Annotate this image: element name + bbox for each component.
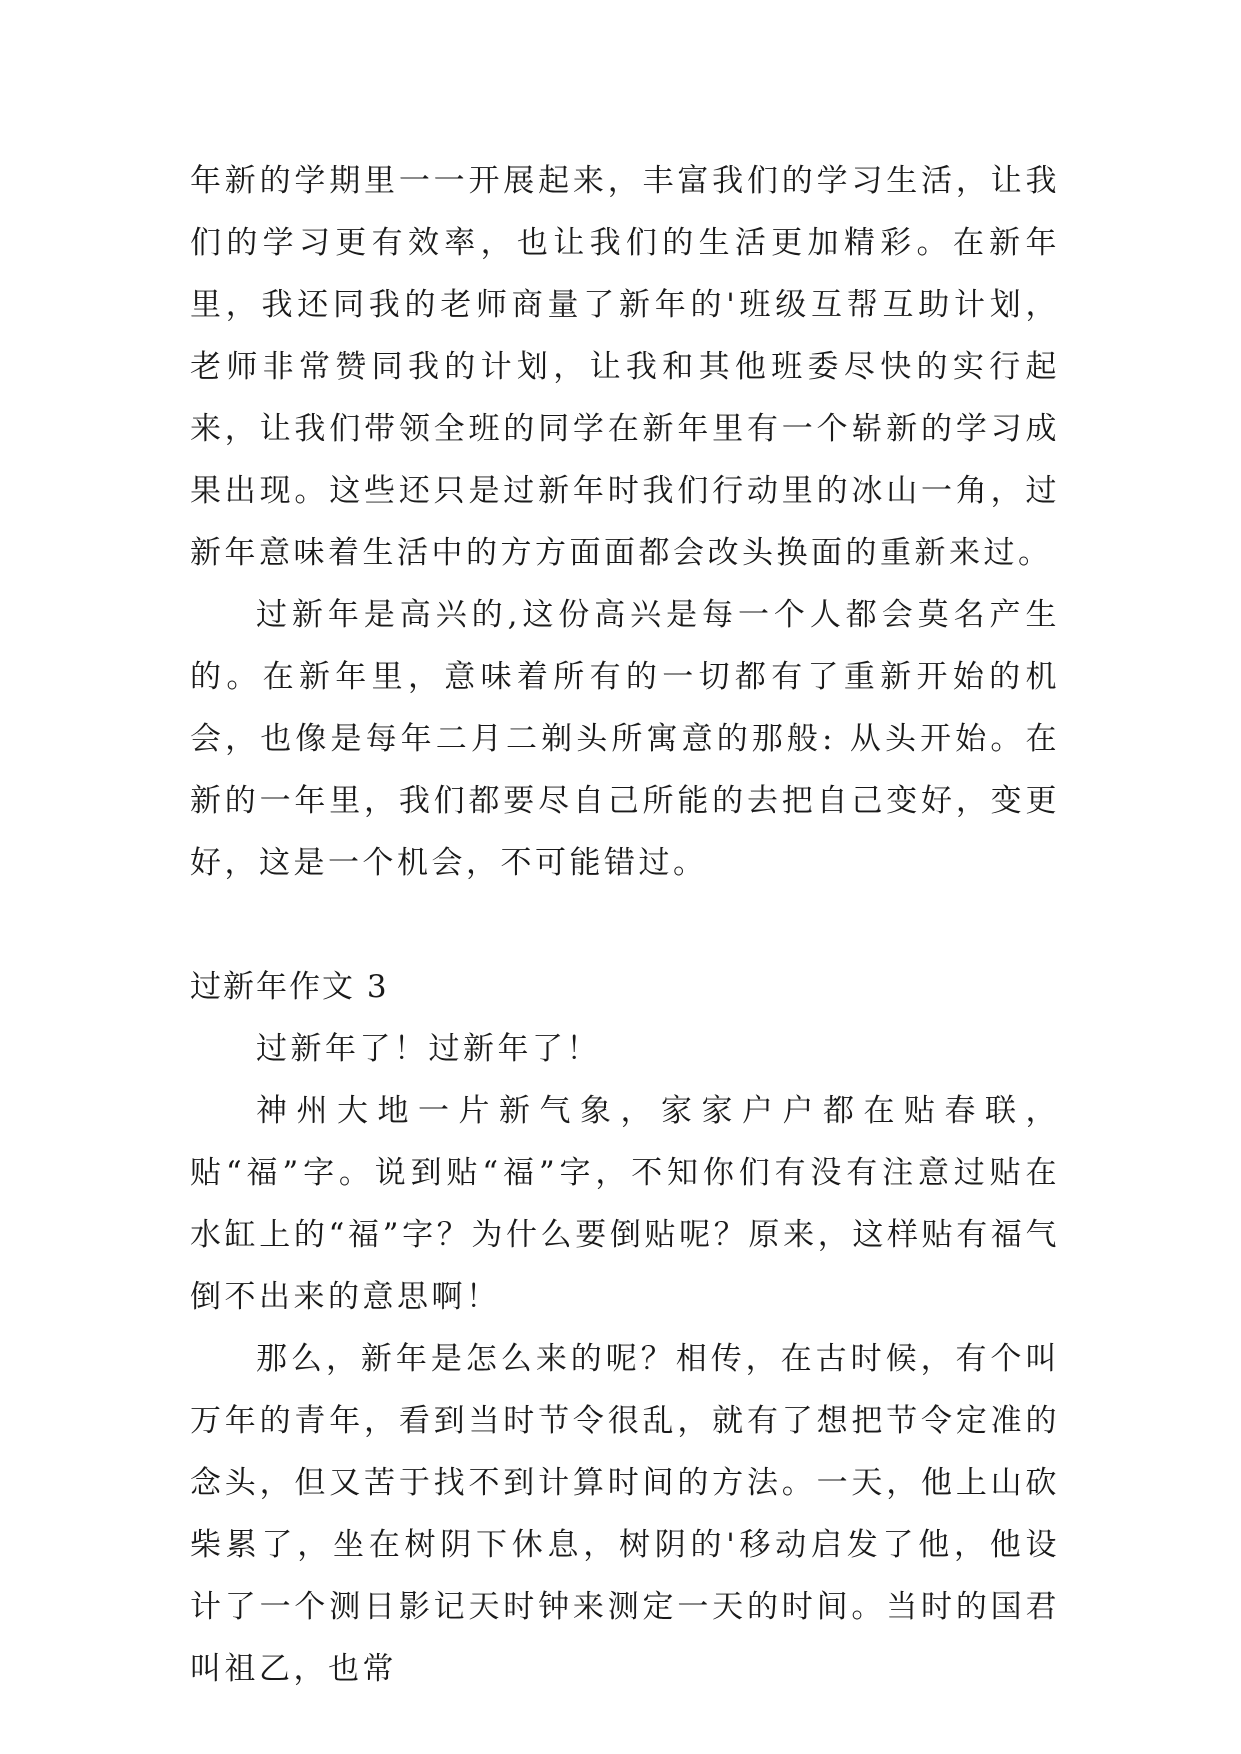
document-body [190,150,1060,1700]
paragraph-4: 神州大地一片新气象，家家户户都在贴春联，贴“福”字。说到贴“福”字，不知你们有没有注意过贴在水缸上的“福”字？为什么要倒贴呢？原来，这样贴有福气倒不出来的意思啊！ [190,1093,1060,1315]
paragraph-2: 过新年是高兴的,这份高兴是每一个人都会莫名产生的。在新年里，意味着所有的一切都有了重新开始的机会，也像是每年二月二剃头所寓意的那般: 从头开始。在新的一年里，我们都要尽自己所能的去把自己变好，变更好，这是一个机会，不可能错过。 [190,597,1060,881]
section-heading: 过新年作文 3 [190,969,389,1005]
paragraph-1: 年新的学期里一一开展起来，丰富我们的学习生活，让我们的学习更有效率，也让我们的生活更加精彩。在新年里，我还同我的老师商量了新年的'班级互帮互助计划，老师非常赞同我的计划，让我和其他班委尽快的实行起来，让我们带领全班的同学在新年里有一个崭新的学习成果出现。这些还只是过新年时我们行动里的冰山一角，过新年意味着生活中的方方面面都会改头换面的重新来过。 [190,163,1060,571]
paragraph-5: 那么，新年是怎么来的呢？相传，在古时候，有个叫万年的青年，看到当时节令很乱，就有了想把节令定准的念头，但又苦于找不到计算时间的方法。一天，他上山砍柴累了，坐在树阴下休息，树阴的'移动启发了他，他设计了一个测日影记天时钟来测定一天的时间。当时的国君叫祖乙，也常 [190,1341,1060,1687]
paragraph-3: 过新年了！过新年了！ [256,1031,601,1067]
section-gap [190,894,1060,956]
